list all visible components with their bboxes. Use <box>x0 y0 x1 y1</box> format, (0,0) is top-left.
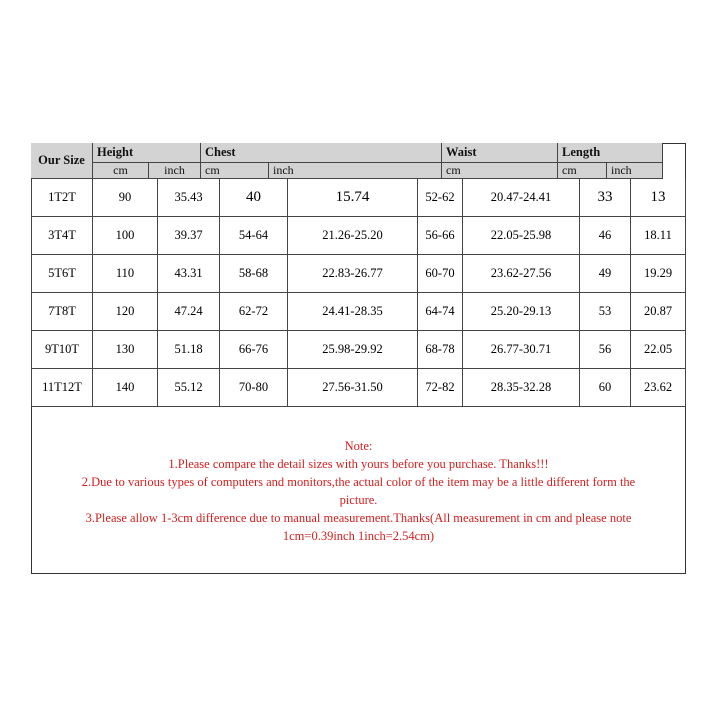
cell-h-cm: 110 <box>93 255 158 293</box>
length-header: Length <box>558 143 663 163</box>
cell-w-in: 22.05-25.98 <box>463 217 580 255</box>
cell-l-in: 19.29 <box>631 255 686 293</box>
cell-c-cm: 66-76 <box>220 331 288 369</box>
notes-line-3a: 3.Please allow 1-3cm difference due to manual measurement.Thanks(All measurement in cm and please note <box>85 510 632 525</box>
cell-h-cm: 130 <box>93 331 158 369</box>
notes-line-1: 1.Please compare the detail sizes with yours before you purchase. Thanks!!! <box>168 456 549 471</box>
notes-line-3b: 1cm=0.39inch 1inch=2.54cm) <box>282 528 435 543</box>
cell-w-in: 20.47-24.41 <box>463 179 580 217</box>
cell-c-in: 24.41-28.35 <box>288 293 418 331</box>
cell-size: 3T4T <box>31 217 93 255</box>
cell-l-cm: 60 <box>580 369 631 407</box>
cell-h-cm: 90 <box>93 179 158 217</box>
cell-w-cm: 60-70 <box>418 255 463 293</box>
cell-c-cm: 40 <box>220 179 288 217</box>
cell-l-in: 22.05 <box>631 331 686 369</box>
cell-c-in: 21.26-25.20 <box>288 217 418 255</box>
chest-header: Chest <box>201 143 442 163</box>
cell-w-in: 23.62-27.56 <box>463 255 580 293</box>
cell-w-cm: 52-62 <box>418 179 463 217</box>
cell-h-in: 35.43 <box>158 179 220 217</box>
cell-c-in: 25.98-29.92 <box>288 331 418 369</box>
cell-h-in: 39.37 <box>158 217 220 255</box>
length-inch-unit: inch <box>607 163 663 179</box>
chest-cm-unit: cm <box>201 163 269 179</box>
cell-l-cm: 33 <box>580 179 631 217</box>
cell-l-cm: 46 <box>580 217 631 255</box>
cell-h-in: 43.31 <box>158 255 220 293</box>
height-inch-unit: inch <box>149 163 201 179</box>
height-header: Height <box>93 143 201 163</box>
cell-h-in: 55.12 <box>158 369 220 407</box>
cell-l-in: 13 <box>631 179 686 217</box>
cell-l-in: 18.11 <box>631 217 686 255</box>
cell-c-cm: 62-72 <box>220 293 288 331</box>
cell-c-cm: 54-64 <box>220 217 288 255</box>
cell-w-in: 25.20-29.13 <box>463 293 580 331</box>
our-size-header: Our Size <box>31 143 93 179</box>
cell-h-cm: 100 <box>93 217 158 255</box>
cell-l-in: 23.62 <box>631 369 686 407</box>
height-cm-unit: cm <box>93 163 149 179</box>
length-cm-unit: cm <box>558 163 607 179</box>
cell-size: 7T8T <box>31 293 93 331</box>
cell-l-in: 20.87 <box>631 293 686 331</box>
cell-w-cm: 72-82 <box>418 369 463 407</box>
cell-h-in: 47.24 <box>158 293 220 331</box>
cell-c-in: 22.83-26.77 <box>288 255 418 293</box>
notes-line-2a: 2.Due to various types of computers and monitors,the actual color of the item may be a little different form the <box>81 474 636 489</box>
chest-inch-unit: inch <box>269 163 442 179</box>
waist-cm-unit: cm <box>442 163 558 179</box>
cell-w-cm: 68-78 <box>418 331 463 369</box>
cell-l-cm: 56 <box>580 331 631 369</box>
cell-c-cm: 70-80 <box>220 369 288 407</box>
cell-size: 9T10T <box>31 331 93 369</box>
cell-size: 1T2T <box>31 179 93 217</box>
cell-w-in: 28.35-32.28 <box>463 369 580 407</box>
cell-size: 5T6T <box>31 255 93 293</box>
notes-panel <box>31 407 686 574</box>
cell-c-in: 27.56-31.50 <box>288 369 418 407</box>
cell-h-cm: 120 <box>93 293 158 331</box>
cell-size: 11T12T <box>31 369 93 407</box>
notes-line-2b: picture. <box>339 492 378 507</box>
cell-w-cm: 64-74 <box>418 293 463 331</box>
cell-l-cm: 49 <box>580 255 631 293</box>
cell-c-in: 15.74 <box>288 179 418 217</box>
cell-h-cm: 140 <box>93 369 158 407</box>
notes-title: Note: <box>344 438 373 453</box>
cell-w-cm: 56-66 <box>418 217 463 255</box>
cell-w-in: 26.77-30.71 <box>463 331 580 369</box>
cell-h-in: 51.18 <box>158 331 220 369</box>
waist-header: Waist <box>442 143 558 163</box>
cell-c-cm: 58-68 <box>220 255 288 293</box>
cell-l-cm: 53 <box>580 293 631 331</box>
